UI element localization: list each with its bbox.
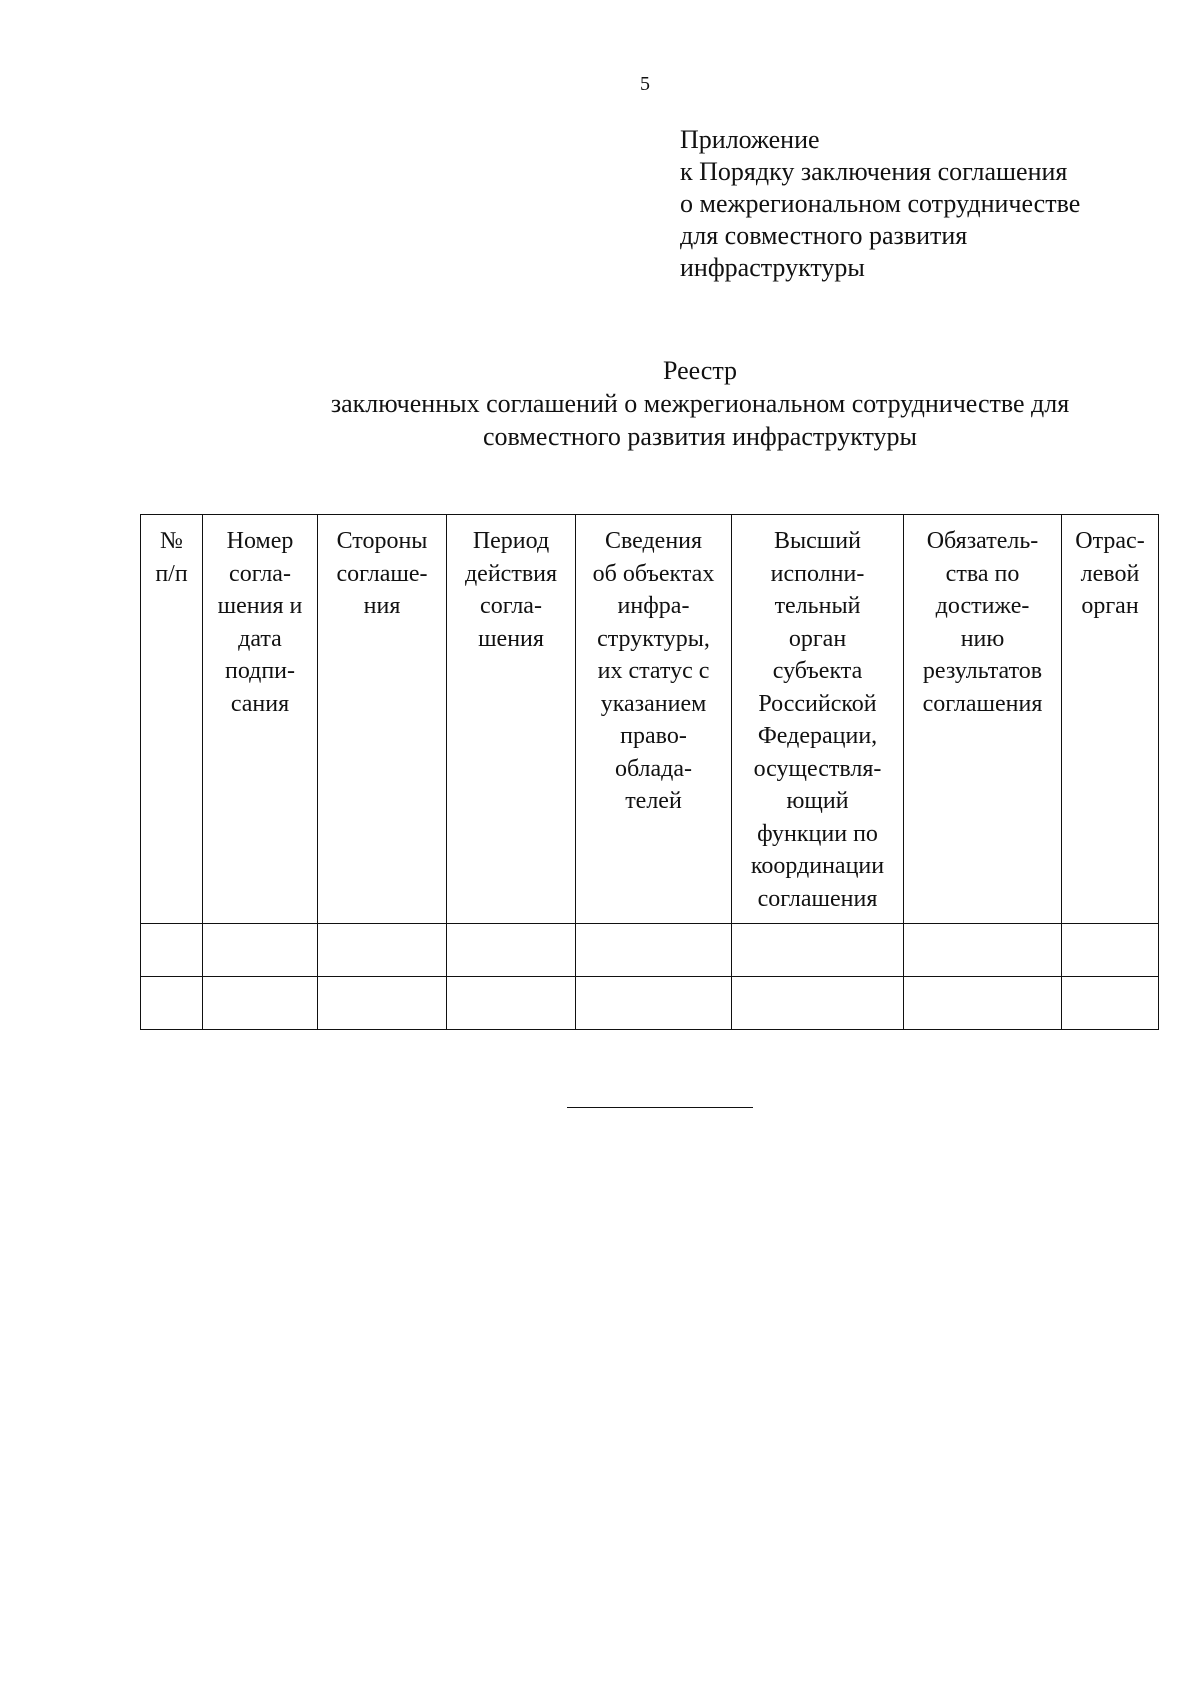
column-header-line: орган xyxy=(1081,593,1139,619)
column-header-line: координации xyxy=(750,853,885,879)
column-header-line: право- xyxy=(620,723,687,749)
column-header xyxy=(904,515,1062,924)
appendix-block xyxy=(680,124,1160,284)
column-header-line: Период xyxy=(472,528,550,554)
registry-title xyxy=(290,354,1110,453)
appendix-line: к Порядку заключения соглашения xyxy=(680,157,1068,186)
column-header-line: согла- xyxy=(480,593,542,619)
column-header-line: № xyxy=(160,528,183,554)
table-header-row xyxy=(141,515,1159,924)
column-header-line: соглаше- xyxy=(336,560,428,587)
column-header-line: нию xyxy=(960,625,1005,652)
column-header-line: п/п xyxy=(155,560,188,587)
table-cell xyxy=(203,977,318,1030)
column-header-line: шения и xyxy=(217,593,303,619)
column-header-line: результатов xyxy=(922,658,1043,684)
registry-table xyxy=(140,514,1159,1030)
column-header-line: действия xyxy=(464,560,558,587)
appendix-line: инфраструктуры xyxy=(680,253,865,282)
table-cell xyxy=(904,924,1062,977)
column-header-line: осуществля- xyxy=(753,755,882,782)
column-header-line: согла- xyxy=(229,560,291,587)
registry-title-line: Реестр xyxy=(662,356,738,385)
column-header-line: подпи- xyxy=(224,658,296,684)
column-header-line: об объектах xyxy=(592,560,715,587)
column-header xyxy=(203,515,318,924)
column-header xyxy=(732,515,904,924)
table-cell xyxy=(732,924,904,977)
column-header-line: их статус с xyxy=(597,658,710,684)
column-header-line: ния xyxy=(363,593,401,619)
appendix-line: для совместного развития xyxy=(680,221,968,250)
column-header-line: ства по xyxy=(945,560,1020,587)
column-header-line: тельный xyxy=(774,593,861,619)
column-header-line: инфра- xyxy=(617,593,690,619)
registry-title-line: совместного развития инфраструктуры xyxy=(483,422,917,451)
column-header-line: облада- xyxy=(614,755,693,782)
column-header-line: орган xyxy=(788,625,847,652)
column-header-line: указанием xyxy=(600,690,707,717)
table-cell xyxy=(203,924,318,977)
column-header-line: Стороны xyxy=(336,528,428,554)
table-cell xyxy=(141,977,203,1030)
column-header-line: Российской xyxy=(758,690,877,717)
page-number: 5 xyxy=(640,73,650,95)
table-cell xyxy=(447,924,576,977)
table-cell xyxy=(318,924,447,977)
table-row xyxy=(141,924,1159,977)
column-header-line: соглашения xyxy=(922,690,1043,717)
column-header xyxy=(576,515,732,924)
column-header-line: структуры, xyxy=(597,625,710,652)
closing-rule xyxy=(567,1107,753,1108)
table-cell xyxy=(1062,977,1159,1030)
column-header xyxy=(447,515,576,924)
table-cell xyxy=(447,977,576,1030)
appendix-line: Приложение xyxy=(680,125,820,154)
column-header xyxy=(1062,515,1159,924)
table-cell xyxy=(904,977,1062,1030)
column-header-line: соглашения xyxy=(757,885,878,912)
column-header xyxy=(141,515,203,924)
table-cell xyxy=(318,977,447,1030)
column-header-line: ющий xyxy=(786,788,849,814)
table-body xyxy=(141,924,1159,1030)
column-header-line: субъекта xyxy=(772,658,863,684)
column-header-line: исполни- xyxy=(770,560,865,587)
table-cell xyxy=(141,924,203,977)
table-cell xyxy=(576,977,732,1030)
column-header-line: Сведения xyxy=(604,528,703,554)
column-header-line: телей xyxy=(625,788,682,814)
column-header-line: шения xyxy=(478,625,544,652)
registry-title-line: заключенных соглашений о межрегиональном сотрудничестве для xyxy=(330,389,1070,418)
column-header-line: дата xyxy=(238,625,282,652)
column-header-line: Отрас- xyxy=(1075,528,1145,554)
column-header-line: Обязатель- xyxy=(926,528,1039,554)
column-header-line: Номер xyxy=(226,528,294,554)
column-header xyxy=(318,515,447,924)
column-header-line: достиже- xyxy=(935,593,1030,619)
column-header-line: левой xyxy=(1080,560,1140,587)
column-header-line: функции по xyxy=(757,820,878,847)
table-cell xyxy=(1062,924,1159,977)
table-cell xyxy=(732,977,904,1030)
appendix-line: о межрегиональном сотрудничестве xyxy=(680,189,1081,218)
column-header-line: сания xyxy=(230,690,290,717)
column-header-line: Федерации, xyxy=(757,723,878,749)
table-cell xyxy=(576,924,732,977)
column-header-line: Высший xyxy=(774,528,861,554)
table-row xyxy=(141,977,1159,1030)
